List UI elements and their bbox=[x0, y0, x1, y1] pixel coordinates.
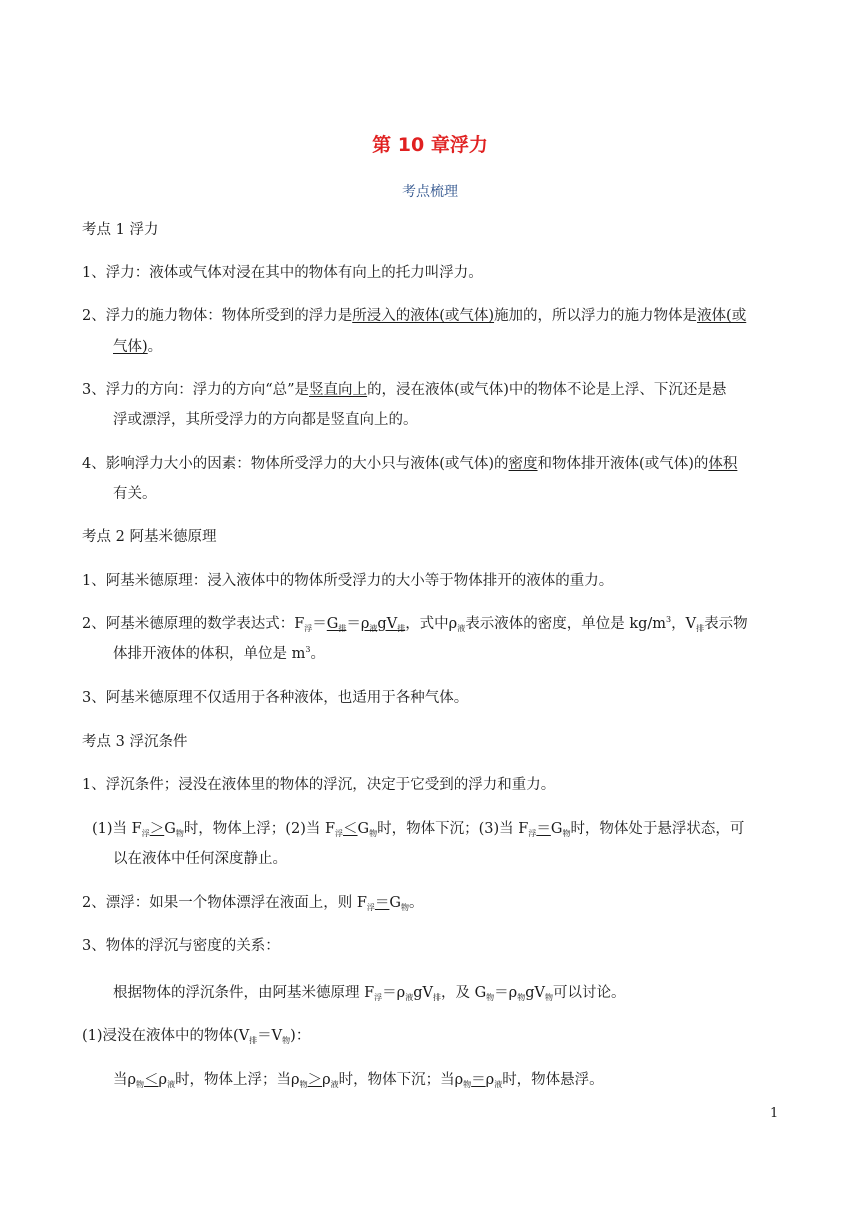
section-2-heading: 考点 2 阿基米德原理 bbox=[82, 529, 217, 545]
chapter-title: 第 10 章浮力 bbox=[372, 134, 488, 156]
s3-conditions: (1)当 $F_浮>G_物$时，物体上浮；(2)当 $F_浮<G_物$时，物体下沉；(3)当 $F_浮=G_物$时，物体处于悬浮状态，可 bbox=[92, 821, 745, 838]
s3-conditions-cont: 以在液体中任何深度静止。 bbox=[113, 851, 287, 867]
page-number: 1 bbox=[770, 1106, 779, 1121]
s2-paragraph-3: 3、阿基米德原理不仅适用于各种液体，也适用于各种气体。 bbox=[82, 690, 469, 706]
s3-paragraph-3: 3、物体的浮沉与密度的关系： bbox=[82, 938, 280, 954]
s1-paragraph-2-cont: 气体)。 bbox=[113, 339, 163, 355]
section-3-heading: 考点 3 浮沉条件 bbox=[82, 734, 188, 750]
s2-paragraph-2: 2、阿基米德原理的数学表达式：$F_浮=G_排=\rho_液gV_排$，式中$\rho_液$表示液体的密度，单位是 $kg/m^3$，$V_排$表示物 bbox=[82, 615, 748, 633]
s3-paragraph-2: 2、漂浮：如果一个物体漂浮在液面上，则 $F_浮=G_物$。 bbox=[82, 895, 424, 912]
s1-paragraph-3-cont: 浮或漂浮，其所受浮力的方向都是竖直向上的。 bbox=[113, 412, 418, 428]
section-subtitle: 考点梳理 bbox=[402, 184, 458, 200]
s1-paragraph-1: 1、浮力：液体或气体对浸在其中的物体有向上的托力叫浮力。 bbox=[82, 265, 483, 281]
s3-paragraph-4: 根据物体的浮沉条件，由阿基米德原理 $F_浮=\rho_液gV_排$，及 $G_物=\rho_物gV_物$可以讨论。 bbox=[113, 985, 626, 1002]
section-1-heading: 考点 1 浮力 bbox=[82, 222, 159, 238]
s1-paragraph-4-cont: 有关。 bbox=[113, 486, 157, 502]
s1-paragraph-2: 2、浮力的施力物体：物体所受到的浮力是所浸入的液体(或气体)施加的，所以浮力的施力物体是液体(或 bbox=[82, 308, 747, 324]
s3-paragraph-5: (1)浸没在液体中的物体$(V_排=V_物)$： bbox=[82, 1028, 311, 1045]
s1-paragraph-4: 4、影响浮力大小的因素：物体所受浮力的大小只与液体(或气体)的密度和物体排开液体(或气体)的体积 bbox=[82, 456, 738, 472]
s3-paragraph-1: 1、浮沉条件；浸没在液体里的物体的浮沉，决定于它受到的浮力和重力。 bbox=[82, 777, 556, 793]
s2-paragraph-2-cont: 体排开液体的体积，单位是 $m^3$。 bbox=[113, 645, 325, 662]
s2-paragraph-1: 1、阿基米德原理：浸入液体中的物体所受浮力的大小等于物体排开的液体的重力。 bbox=[82, 573, 614, 589]
s1-paragraph-3: 3、浮力的方向：浮力的方向“总”是竖直向上的，浸在液体(或气体)中的物体不论是上浮、下沉还是悬 bbox=[82, 382, 727, 398]
s3-paragraph-6: 当$\rho_物<\rho_液$时，物体上浮；当$\rho_物>\rho_液$时，物体下沉；当$\rho_物=\rho_液$时，物体悬浮。 bbox=[113, 1072, 604, 1089]
